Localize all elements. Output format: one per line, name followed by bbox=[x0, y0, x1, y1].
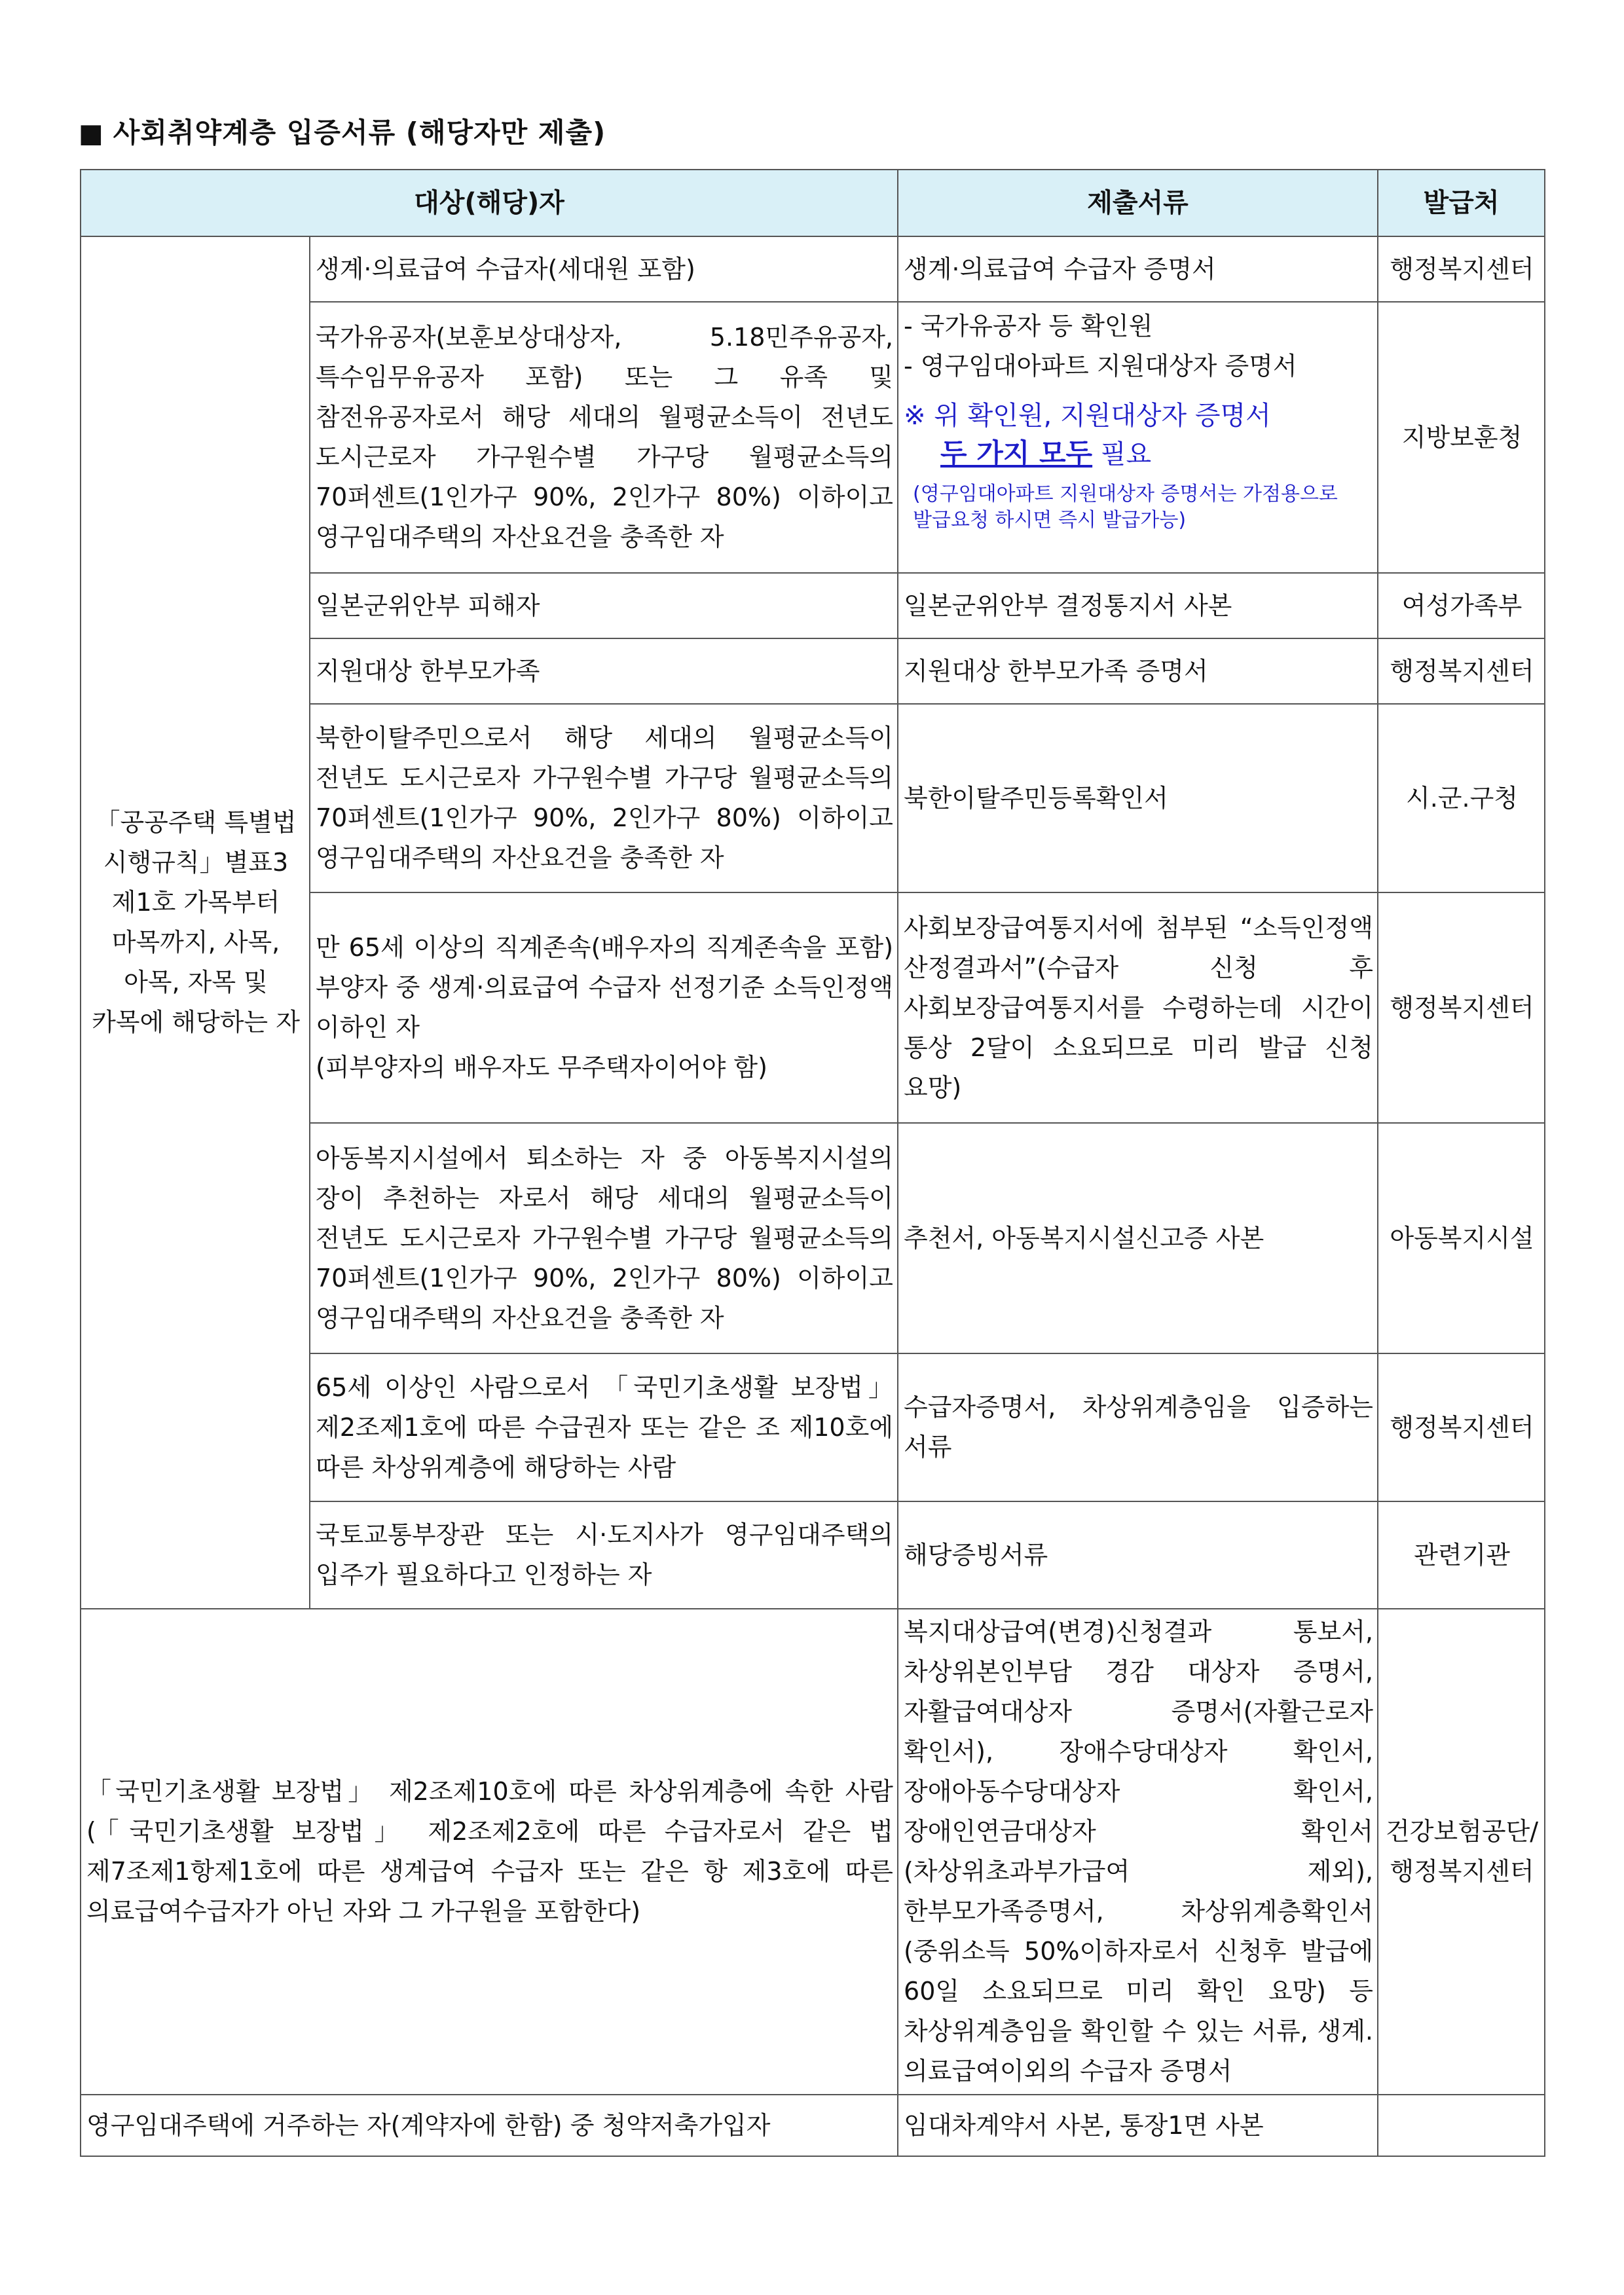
row-documents: 지원대상 한부모가족 증명서 bbox=[898, 638, 1378, 704]
note-required bbox=[904, 397, 1373, 473]
title-text: 사회취약계층 입증서류 (해당자만 제출) bbox=[113, 117, 606, 149]
row-issuer: 행정복지센터 bbox=[1378, 236, 1545, 302]
row-issuer: 아동복지시설 bbox=[1378, 1123, 1545, 1353]
row-documents: 해당증빙서류 bbox=[898, 1501, 1378, 1609]
header-target: 대상(해당)자 bbox=[81, 170, 898, 236]
document-item: - 국가유공자 등 확인원 bbox=[904, 312, 1153, 340]
row-documents: 사회보장급여통지서에 첨부된 “소득인정액 산정결과서”(수급자 신청 후 사회보장급여통지서를 수령하는데 시간이 통상 2달이 소요되므로 미리 발급 신청 요망) bbox=[898, 892, 1378, 1123]
document-item: - 영구임대아파트 지원대상자 증명서 bbox=[904, 352, 1297, 380]
row-target: 65세 이상인 사람으로서 「국민기초생활 보장법」 제2조제1호에 따른 수급권자 또는 같은 조 제10호에 따른 차상위계층에 해당하는 사람 bbox=[310, 1353, 898, 1501]
header-documents: 제출서류 bbox=[898, 170, 1378, 236]
row-issuer: 행정복지센터 bbox=[1378, 1353, 1545, 1501]
table-header-row bbox=[81, 170, 1545, 236]
page-title bbox=[79, 111, 606, 151]
row-target: 국토교통부장관 또는 시·도지사가 영구임대주택의 입주가 필요하다고 인정하는 자 bbox=[310, 1501, 898, 1609]
table-row bbox=[81, 236, 1545, 302]
note-small: (영구임대아파트 지원대상자 증명서는 가점용으로 발급요청 하시면 즉시 발급가능) bbox=[913, 483, 1338, 532]
square-bullet-icon: ■ bbox=[79, 119, 104, 149]
row-target: 생계·의료급여 수급자(세대원 포함) bbox=[310, 236, 898, 302]
low-income-documents: 복지대상급여(변경)신청결과 통보서, 차상위본인부담 경감 대상자 증명서, 자활급여대상자 증명서(자활근로자 확인서), 장애수당대상자 확인서, 장애아동수당대상자 확인서, 장애인연금대상자 확인서(차상위초과부가급여 제외), 한부모가족증명서, 차상위계층확인서(중위소득 50%이하자로서 신청후 발급에 60일 소요되므로 미리 확인 요망) 등 차상위계층임을 확인할 수 있는 서류, 생계.의료급여이외의 수급자 증명서 bbox=[898, 1609, 1378, 2095]
savings-issuer bbox=[1378, 2095, 1545, 2156]
row-target bbox=[310, 892, 898, 1123]
row-documents: 북한이탈주민등록확인서 bbox=[898, 704, 1378, 892]
savings-target: 영구임대주택에 거주하는 자(계약자에 한함) 중 청약저축가입자 bbox=[81, 2095, 898, 2156]
row-target: 국가유공자(보훈보상대상자, 5.18민주유공자, 특수임무유공자 포함) 또는 그 유족 및 참전유공자로서 해당 세대의 월평균소득이 전년도 도시근로자 가구원수별 가구당 월평균소득의 70퍼센트(1인가구 90%, 2인가구 80%) 이하이고 영구임대주택의 자산요건을 충족한 자 bbox=[310, 302, 898, 573]
row-issuer: 관련기관 bbox=[1378, 1501, 1545, 1609]
row-target: 아동복지시설에서 퇴소하는 자 중 아동복지시설의 장이 추천하는 자로서 해당 세대의 월평균소득이 전년도 도시근로자 가구원수별 가구당 월평균소득의 70퍼센트(1인가구 90%, 2인가구 80%) 이하이고 영구임대주택의 자산요건을 충족한 자 bbox=[310, 1123, 898, 1353]
target-extra: (피부양자의 배우자도 무주택자이어야 함) bbox=[316, 1053, 767, 1082]
low-income-issuer: 건강보험공단/행정복지센터 bbox=[1378, 1609, 1545, 2095]
row-documents bbox=[898, 302, 1378, 573]
row-documents: 생계·의료급여 수급자 증명서 bbox=[898, 236, 1378, 302]
note-emphasis: 두 가지 모두 bbox=[940, 437, 1093, 469]
row-issuer: 여성가족부 bbox=[1378, 573, 1545, 638]
row-target: 지원대상 한부모가족 bbox=[310, 638, 898, 704]
row-target: 일본군위안부 피해자 bbox=[310, 573, 898, 638]
target-text: 만 65세 이상의 직계존속(배우자의 직계존속을 포함) 부양자 중 생계·의료급여 수급자 선정기준 소득인정액 이하인 자 bbox=[316, 933, 894, 1042]
header-issuer: 발급처 bbox=[1378, 170, 1545, 236]
row-issuer: 지방보훈청 bbox=[1378, 302, 1545, 573]
documents-table bbox=[80, 169, 1545, 2157]
group-label-cell: 「공공주택 특별법 시행규칙」별표3 제1호 가목부터 마목까지, 사목, 아목, 자목 및 카목에 해당하는 자 bbox=[81, 236, 310, 1609]
row-documents: 추천서, 아동복지시설신고증 사본 bbox=[898, 1123, 1378, 1353]
row-issuer: 시.군.구청 bbox=[1378, 704, 1545, 892]
note-line: ※ 위 확인원, 지원대상자 증명서 bbox=[904, 401, 1271, 431]
row-issuer: 행정복지센터 bbox=[1378, 892, 1545, 1123]
row-issuer: 행정복지센터 bbox=[1378, 638, 1545, 704]
note-tail: 필요 bbox=[1092, 439, 1152, 469]
table-row bbox=[81, 2095, 1545, 2156]
row-documents: 일본군위안부 결정통지서 사본 bbox=[898, 573, 1378, 638]
table-row bbox=[81, 1609, 1545, 2095]
low-income-target: 「국민기초생활 보장법」 제2조제10호에 따른 차상위계층에 속한 사람(「국민기초생활 보장법」 제2조제2호에 따른 수급자로서 같은 법 제7조제1항제1호에 따른 생계급여 수급자 또는 같은 항 제3호에 따른 의료급여수급자가 아닌 자와 그 가구원을 포함한다) bbox=[81, 1609, 898, 2095]
row-target: 북한이탈주민으로서 해당 세대의 월평균소득이 전년도 도시근로자 가구원수별 가구당 월평균소득의 70퍼센트(1인가구 90%, 2인가구 80%) 이하이고 영구임대주택의 자산요건을 충족한 자 bbox=[310, 704, 898, 892]
savings-documents: 임대차계약서 사본, 통장1면 사본 bbox=[898, 2095, 1378, 2156]
row-documents: 수급자증명서, 차상위계층임을 입증하는 서류 bbox=[898, 1353, 1378, 1501]
